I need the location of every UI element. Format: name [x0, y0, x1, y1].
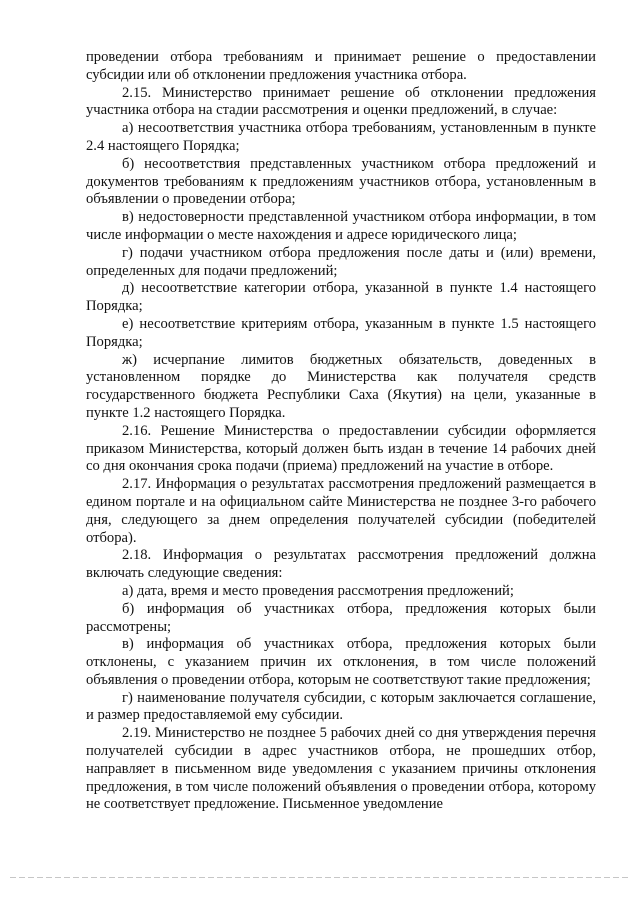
- paragraph-2-19: 2.19. Министерство не позднее 5 рабочих дней со дня утверждения перечня получателей субсидии в адрес участников отбора, не прошедших отбор, направляет в письменном виде уведомления с указанием причины отклонения предложения, в том числе положений объявления о проведении отбора, которому не соответствует предложение. Письменное уведомление: [86, 725, 596, 813]
- paragraph-2-15-b: б) несоответствия представленных участником отбора предложений и документов требованиям к предложениям участников отбора, установленным в объявлении о проведении отбора;: [86, 155, 596, 208]
- paragraph-2-18-g: г) наименование получателя субсидии, с которым заключается соглашение, и размер предоставляемой ему субсидии.: [86, 689, 596, 724]
- paragraph-2-18-v: в) информация об участниках отбора, предложения которых были отклонены, с указанием причин их отклонения, в том числе положений объявления о проведении отбора, которым не соответствуют такие предложения;: [86, 636, 596, 688]
- paragraph-2-15-g: г) подачи участником отбора предложения после даты и (или) времени, определенных для подачи предложений;: [86, 244, 596, 279]
- paragraph-2-15-d: д) несоответствие категории отбора, указанной в пункте 1.4 настоящего Порядка;: [86, 280, 596, 315]
- paragraph-2-18-b: б) информация об участниках отбора, предложения которых были рассмотрены;: [86, 600, 596, 635]
- paragraph-2-15-a: а) несоответствия участника отбора требованиям, установленным в пункте 2.4 настоящего Порядка;: [86, 120, 596, 154]
- paragraph-2-17: 2.17. Информация о результатах рассмотрения предложений размещается в едином портале и на официальном сайте Министерства не позднее 3-го рабочего дня, следующего за днем определения получателей субсидии (победителей отбора).: [86, 476, 596, 546]
- scan-footer-line: [10, 877, 630, 878]
- paragraph-2-15: 2.15. Министерство принимает решение об отклонении предложения участника отбора на стадии рассмотрения и оценки предложений, в случае:: [86, 84, 596, 119]
- paragraph-2-16: 2.16. Решение Министерства о предоставлении субсидии оформляется приказом Министерства, который должен быть издан в течение 14 рабочих дней со дня окончания срока подачи (приема) предложений на участие в отборе.: [86, 422, 596, 475]
- paragraph-2-18: 2.18. Информация о результатах рассмотрения предложений должна включать следующие сведения:: [86, 547, 596, 582]
- paragraph-2-15-e: е) несоответствие критериям отбора, указанным в пункте 1.5 настоящего Порядка;: [86, 315, 596, 350]
- paragraph-continuation: проведении отбора требованиям и принимает решение о предоставлении субсидии или об отклонении предложения участника отбора.: [86, 49, 596, 83]
- document-body: [86, 49, 596, 814]
- paragraph-2-15-v: в) недостоверности представленной участником отбора информации, в том числе информации о месте нахождения и адресе юридического лица;: [86, 209, 596, 243]
- paragraph-2-18-a: а) дата, время и место проведения рассмотрения предложений;: [122, 582, 514, 599]
- paragraph-2-15-zh: ж) исчерпание лимитов бюджетных обязательств, доведенных в установленном порядке до Министерства как получателя средств государственного бюджета Республики Саха (Якутия) на цели, указанные в пункте 1.2 настоящего Порядка.: [86, 351, 596, 421]
